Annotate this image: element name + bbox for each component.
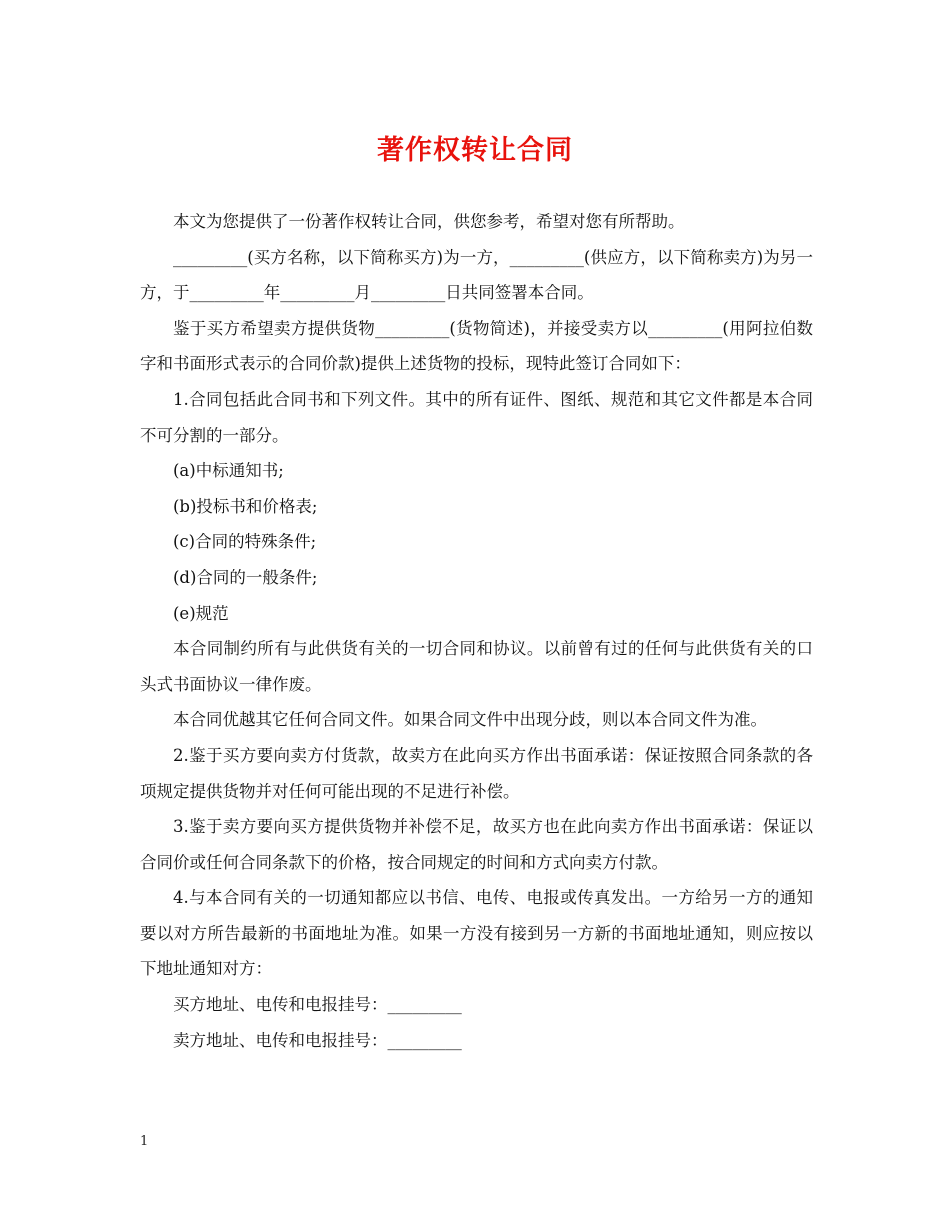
list-item-c: (c)合同的特殊条件; xyxy=(173,532,317,552)
document-body xyxy=(140,204,813,1058)
paragraph-whereas: 鉴于买方希望卖方提供货物_________(货物简述)，并接受卖方以_________(用阿拉伯数字和书面形式表示的合同价款)提供上述货物的投标，现特此签订合同如下： xyxy=(140,318,813,374)
paragraph-intro: 本文为您提供了一份著作权转让合同，供您参考，希望对您有所帮助。 xyxy=(173,212,685,231)
paragraph-supersede: 本合同制约所有与此供货有关的一切合同和协议。以前曾有过的任何与此供货有关的口头式书面协议一律作废。 xyxy=(140,639,813,694)
paragraph-clause-3: 3.鉴于卖方要向买方提供货物并补偿不足，故买方也在此向卖方作出书面承诺：保证以合同价或任何合同条款下的价格，按合同规定的时间和方式向卖方付款。 xyxy=(140,817,813,872)
list-item-b: (b)投标书和价格表; xyxy=(173,496,318,516)
paragraph-clause-4: 4.与本合同有关的一切通知都应以书信、电传、电报或传真发出。一方给另一方的通知要以对方所告最新的书面地址为准。如果一方没有接到另一方新的书面地址通知，则应按以下地址通知对方： xyxy=(140,888,813,979)
buyer-address-line: 买方地址、电传和电报挂号：_________ xyxy=(173,995,462,1015)
document-title: 著作权转让合同 xyxy=(377,135,573,166)
paragraph-parties: _________(买方名称，以下简称买方)为一方，_________(供应方，以下简称卖方)为另一方，于_________年_________月_________日共同签署本合同。 xyxy=(140,247,813,303)
paragraph-precedence: 本合同优越其它任何合同文件。如果合同文件中出现分歧，则以本合同文件为准。 xyxy=(173,710,767,730)
page-number: 1 xyxy=(140,1134,149,1149)
list-item-a: (a)中标通知书; xyxy=(173,461,284,481)
paragraph-clause-1: 1.合同包括此合同书和下列文件。其中的所有证件、图纸、规范和其它文件都是本合同不可分割的一部分。 xyxy=(140,389,813,445)
list-item-e: (e)规范 xyxy=(173,603,229,623)
paragraph-clause-2: 2.鉴于买方要向卖方付货款，故卖方在此向买方作出书面承诺：保证按照合同条款的各项规定提供货物并对任何可能出现的不足进行补偿。 xyxy=(140,745,813,801)
list-item-d: (d)合同的一般条件; xyxy=(173,567,318,587)
seller-address-line: 卖方地址、电传和电报挂号：_________ xyxy=(173,1030,462,1050)
